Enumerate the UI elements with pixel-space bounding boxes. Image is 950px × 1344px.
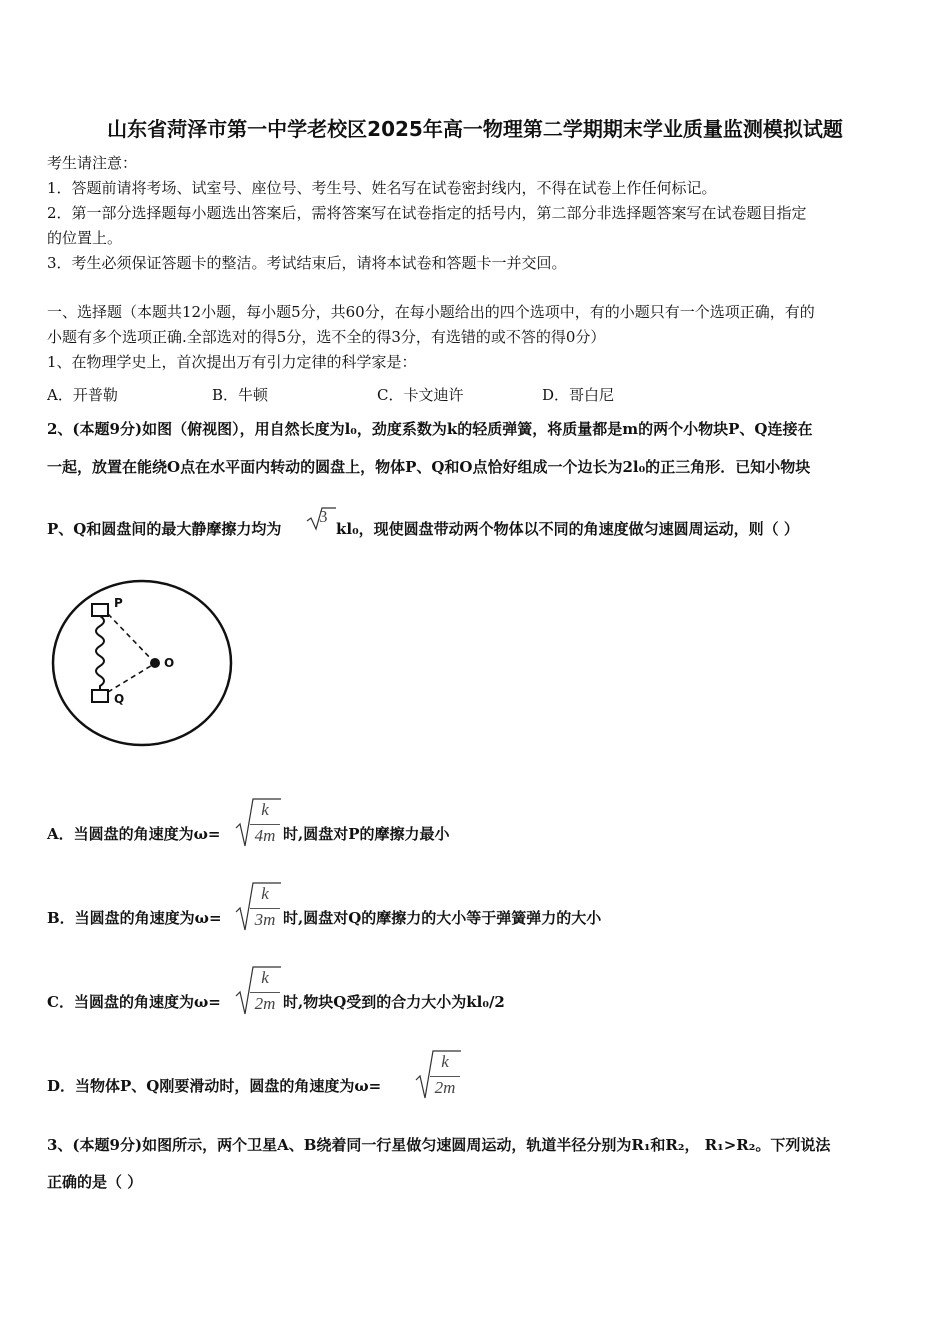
frac-bar: [250, 992, 280, 993]
frac-bar: [250, 908, 280, 909]
page-title: 山东省菏泽市第一中学老校区2025年高一物理第二学期期末学业质量监测模拟试题: [107, 117, 843, 141]
section-heading: 一、选择题（本题共12小题，每小题5分，共60分，在每小题给出的四个选项中，有的小题只有一个选项正确，有的: [47, 303, 815, 321]
notice-item: 的位置上。: [47, 229, 123, 247]
q2-option-b-prefix: B．当圆盘的角速度为ω=: [47, 909, 222, 927]
q2-stem-line3b: kl₀，现使圆盘带动两个物体以不同的角速度做匀速圆周运动，则（ ）: [336, 520, 799, 538]
q2-option-c-prefix: C．当圆盘的角速度为ω=: [47, 993, 221, 1011]
q2-option-d-prefix: D．当物体P、Q刚要滑动时，圆盘的角速度为ω=: [47, 1077, 382, 1095]
q2-option-c-suffix: 时,物块Q受到的合力大小为kl₀/2: [283, 993, 505, 1011]
frac-num: k: [261, 800, 269, 819]
q2-option-a-prefix: A．当圆盘的角速度为ω=: [47, 825, 221, 843]
q2-option-a-suffix: 时,圆盘对P的摩擦力最小: [283, 825, 450, 843]
q1-option-b: B．牛顿: [212, 386, 269, 404]
q1-option-c: C．卡文迪许: [377, 386, 464, 404]
notice-item: 3．考生必须保证答题卡的整洁。考试结束后，请将本试卷和答题卡一并交回。: [47, 254, 567, 272]
frac-num: k: [261, 884, 269, 903]
q2-stem-line2: 一起，放置在能绕O点在水平面内转动的圆盘上，物体P、Q和O点恰好组成一个边长为2l₀的正三角形．已知小物块: [47, 458, 811, 476]
q2-option-b-suffix: 时,圆盘对Q的摩擦力的大小等于弹簧弹力的大小: [283, 909, 602, 927]
notice-item: 1．答题前请将考场、试室号、座位号、考生号、姓名写在试卷密封线内，不得在试卷上作任何标记。: [47, 179, 717, 197]
sqrt3-value: 3: [319, 507, 328, 526]
q1-stem: 1、在物理学史上，首次提出万有引力定律的科学家是：: [47, 353, 417, 371]
frac-den: 2m: [434, 1078, 456, 1097]
frac-num: k: [441, 1052, 449, 1071]
q1-option-d: D．哥白尼: [542, 386, 615, 404]
section-heading-cont: 小题有多个选项正确.全部选对的得5分，选不全的得3分，有选错的或不答的得0分）: [47, 328, 606, 346]
frac-bar: [250, 824, 280, 825]
frac-den: 2m: [254, 994, 276, 1013]
notice-item: 2．第一部分选择题每小题选出答案后，需将答案写在试卷指定的括号内，第二部分非选择题答案写在试卷题目指定: [47, 204, 807, 222]
q2-stem-line1: 2、(本题9分)如图（俯视图），用自然长度为l₀，劲度系数为k的轻质弹簧，将质量都是m的两个小物块P、Q连接在: [47, 420, 813, 438]
rotating-disk-figure: [50, 578, 240, 748]
frac-num: k: [261, 968, 269, 987]
figure-label-p: P: [114, 596, 123, 610]
notice-heading: 考生请注意：: [47, 154, 138, 172]
q1-option-a: A．开普勒: [47, 386, 118, 404]
figure-label-o: O: [164, 656, 175, 670]
figure-label-q: Q: [114, 692, 125, 706]
q3-stem-line1: 3、(本题9分)如图所示，两个卫星A、B绕着同一行星做匀速圆周运动，轨道半径分别为R₁和R₂， R₁>R₂。下列说法: [47, 1136, 831, 1154]
q2-stem-line3a: P、Q和圆盘间的最大静摩擦力均为: [47, 520, 282, 538]
frac-den: 4m: [254, 826, 276, 845]
frac-den: 3m: [254, 910, 276, 929]
frac-bar: [430, 1076, 460, 1077]
q3-stem-line2: 正确的是（ ）: [47, 1173, 143, 1191]
